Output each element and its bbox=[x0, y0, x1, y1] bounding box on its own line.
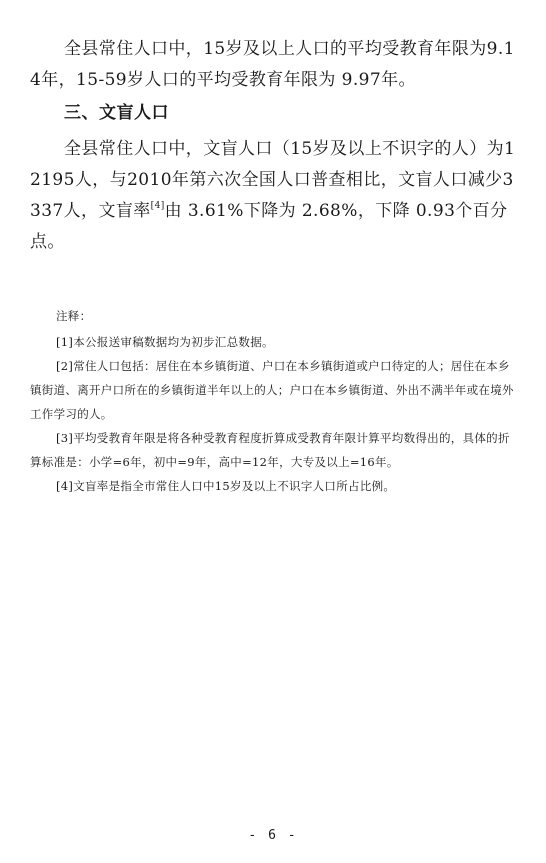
note-item-4: [4]文盲率是指全市常住人口中15岁及以上不识字人口所占比例。 bbox=[56, 479, 396, 493]
notes-title: 注释： bbox=[56, 309, 92, 323]
note-item-3: [3]平均受教育年限是将各种受教育程度折算成受教育年限计算平均数得出的，具体的折算标准是：小学=6年，初中=9年，高中=12年，大专及以上=16年。 bbox=[30, 431, 510, 469]
illiteracy-text-before-ref: 全县常住人口中，文盲人口（15岁及以上不识字的人）为12195人，与2010年第六次全国人口普查相比，文盲人口减少3337人，文盲率 bbox=[30, 139, 516, 221]
footnote-reference-4: [4] bbox=[150, 201, 165, 211]
illiteracy-paragraph bbox=[30, 134, 522, 258]
note-item-1: [1]本公报送审稿数据均为初步汇总数据。 bbox=[56, 335, 274, 349]
notes-section bbox=[30, 304, 518, 498]
section-heading-illiterate-population: 三、文盲人口 bbox=[64, 103, 169, 123]
illiteracy-text-after-ref: 由 3.61%下降为 2.68%，下降 0.93个百分点。 bbox=[30, 201, 508, 252]
education-years-paragraph: 全县常住人口中，15岁及以上人口的平均受教育年限为9.14年，15-59岁人口的平均受教育年限为 9.97年。 bbox=[30, 39, 515, 90]
page-number: - 6 - bbox=[248, 828, 298, 843]
note-item-2: [2]常住人口包括：居住在本乡镇街道、户口在本乡镇街道或户口待定的人；居住在本乡镇街道、离开户口所在的乡镇街道半年以上的人；户口在本乡镇街道、外出不满半年或在境外工作学习的人。 bbox=[30, 359, 514, 421]
